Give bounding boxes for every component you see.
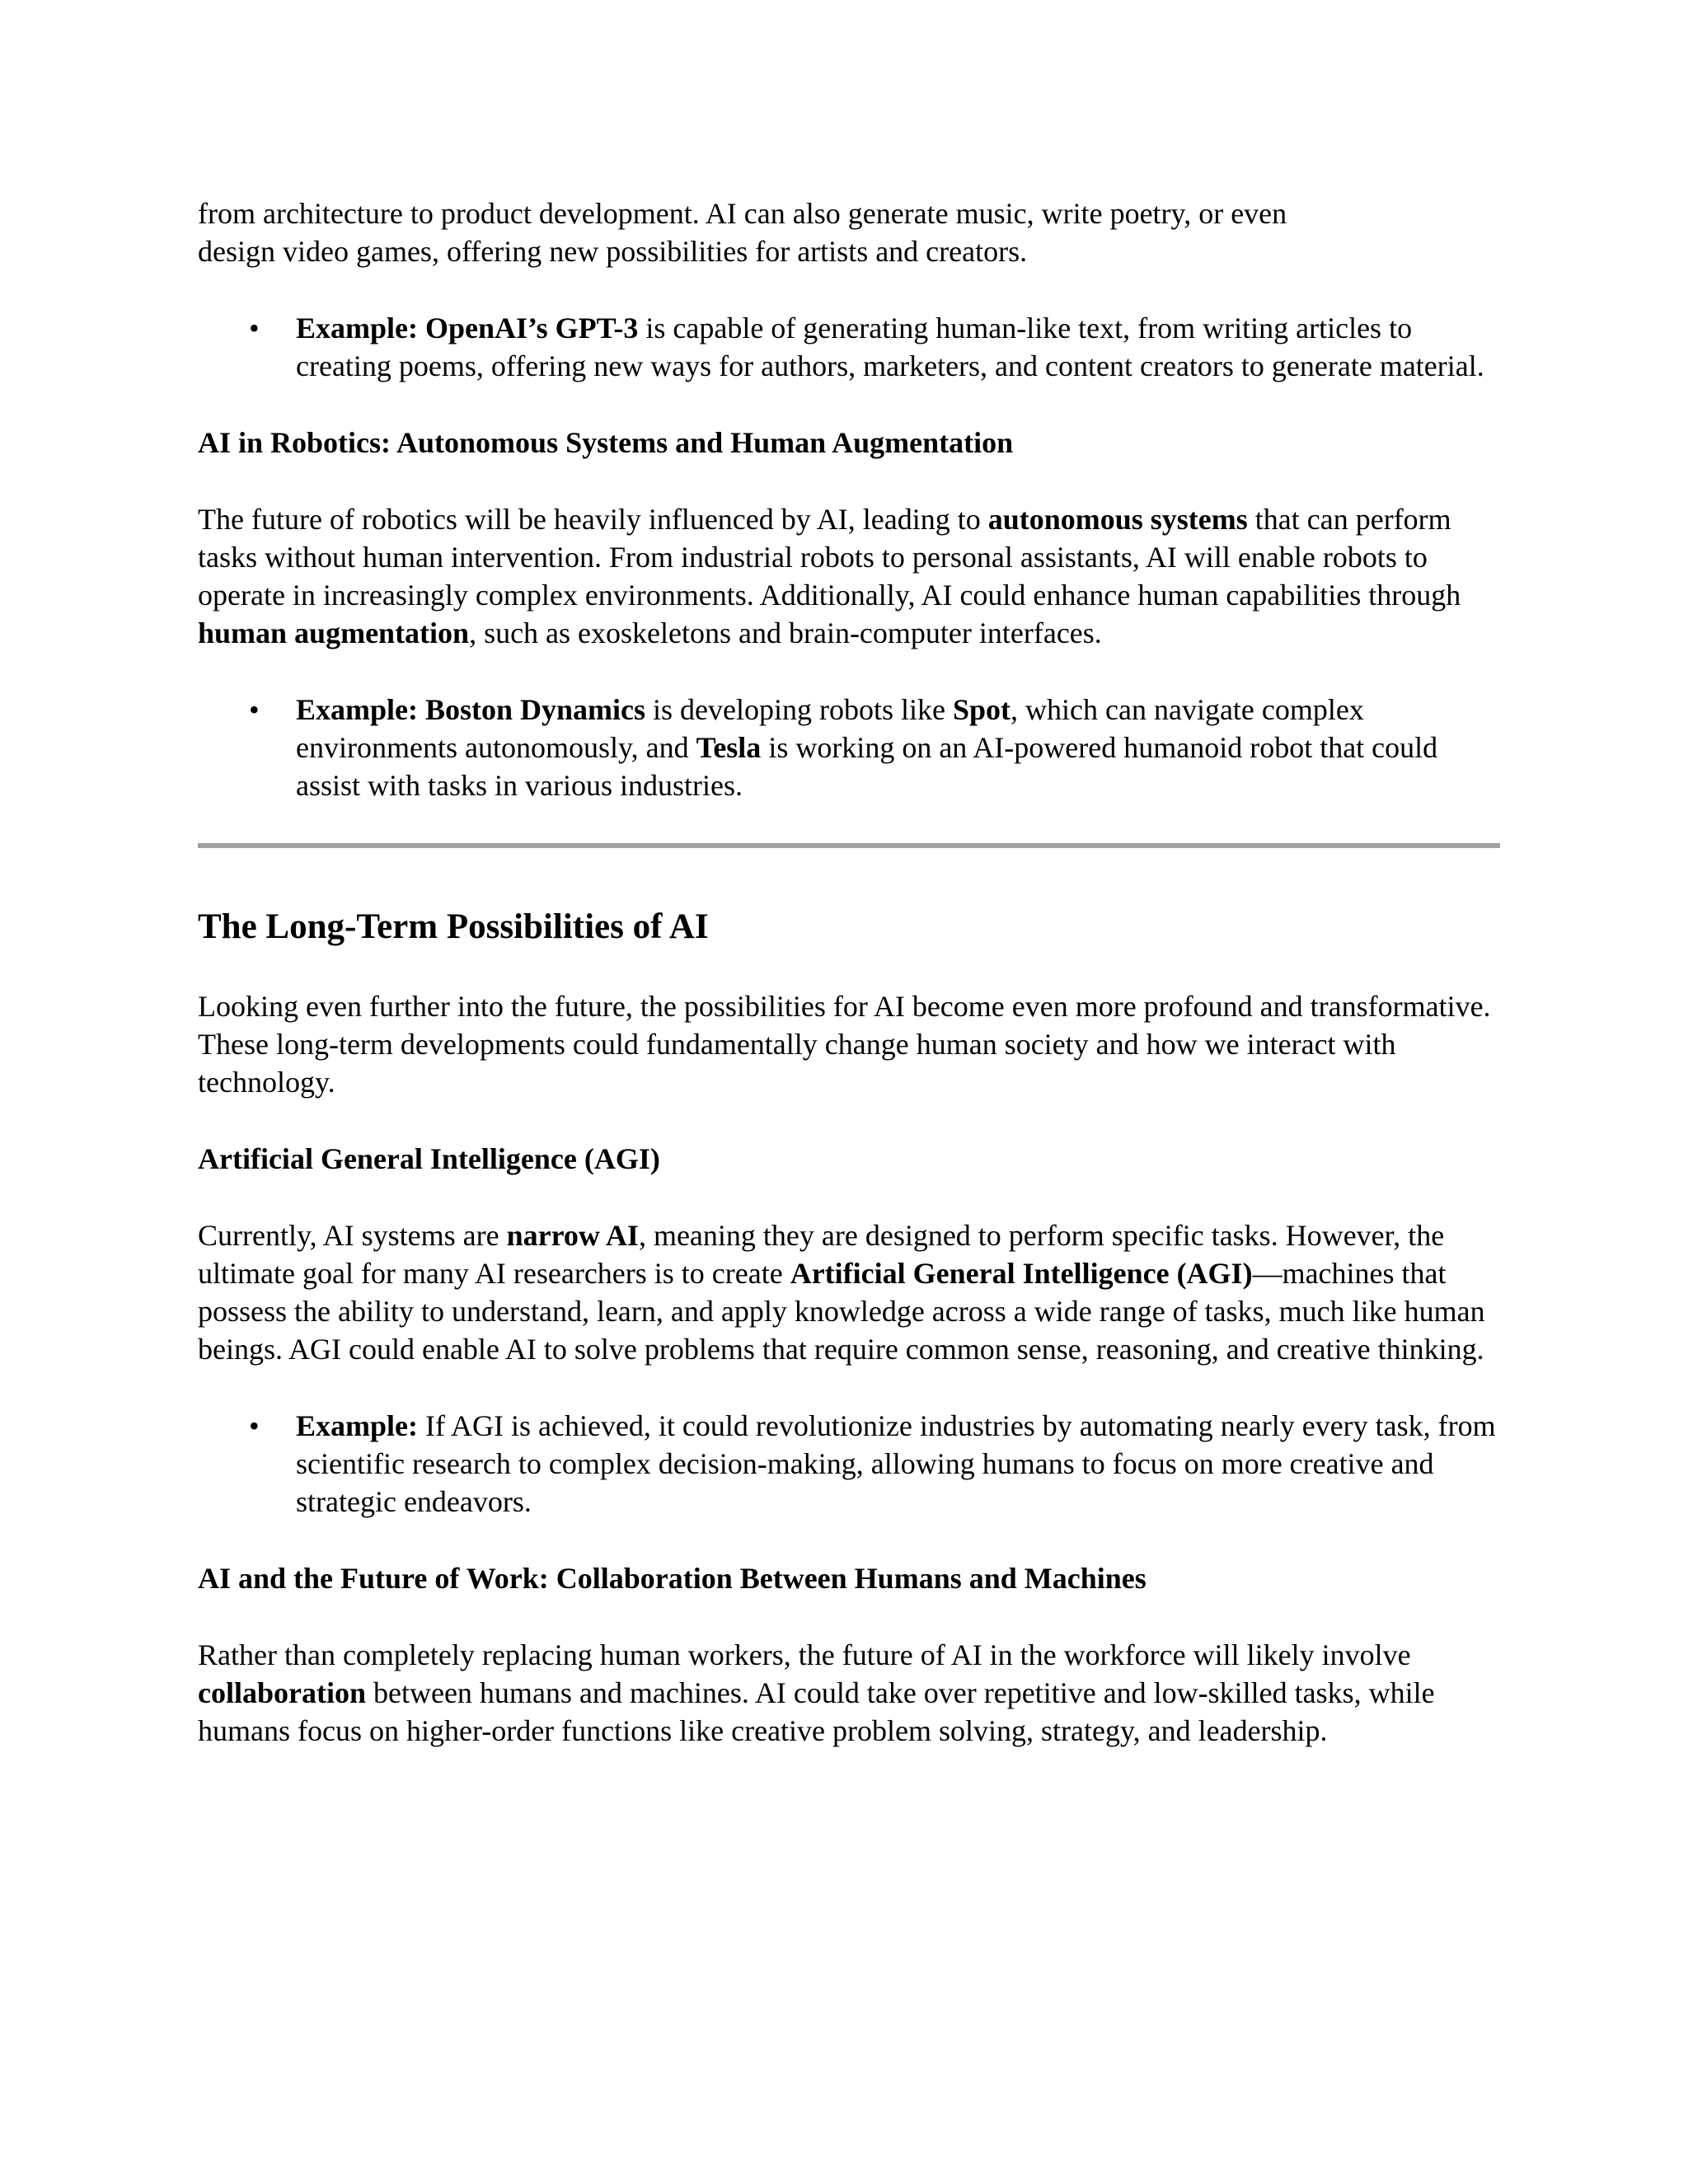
work-heading: AI and the Future of Work: Collaboration Between Humans and Machines <box>198 1562 1146 1595</box>
list-item <box>198 309 1500 385</box>
bold-term: narrow AI <box>506 1219 639 1252</box>
long-term-intro: Looking even further into the future, the possibilities for AI become even more profound and transformative. These long-term developments could fundamentally change human society and how we interact with technology. <box>198 990 1491 1099</box>
text-run: is developing robots like <box>645 693 953 726</box>
agi-heading: Artificial General Intelligence (AGI) <box>198 1142 660 1175</box>
text-run: , which can navigate complex environments autonomously, and <box>296 693 1364 764</box>
section-divider <box>198 843 1500 848</box>
list-item <box>198 1407 1500 1521</box>
intro-line-1: from architecture to product development. AI can also generate music, write poetry, or even <box>198 197 1287 230</box>
work-paragraph <box>198 1636 1500 1750</box>
text-run: between humans and machines. AI could take over repetitive and low-skilled tasks, while humans focus on higher-order functions like creative problem solving, strategy, and leadership. <box>198 1676 1435 1747</box>
example-label: Example: OpenAI’s GPT-3 <box>296 312 639 344</box>
text-run: , meaning they are designed to perform specific tasks. However, the ultimate goal for many AI researchers is to create <box>198 1219 1445 1290</box>
text-run: that can perform tasks without human intervention. From industrial robots to personal assistants, AI will enable robots to operate in increasingly complex environments. Additionally, AI could enhance human capabilities through <box>198 503 1461 612</box>
bullet-icon: • <box>249 1409 260 1442</box>
bold-term: human augmentation <box>198 616 470 649</box>
bold-term: collaboration <box>198 1676 366 1709</box>
text-run: Rather than completely replacing human workers, the future of AI in the workforce will likely involve <box>198 1638 1411 1671</box>
gpt3-example-list <box>198 309 1500 385</box>
text-run: The future of robotics will be heavily influenced by AI, leading to <box>198 503 988 536</box>
robotics-paragraph <box>198 500 1500 652</box>
bullet-icon: • <box>249 693 260 726</box>
robotics-heading: AI in Robotics: Autonomous Systems and Human Augmentation <box>198 426 1014 459</box>
section-title: The Long-Term Possibilities of AI <box>198 907 709 946</box>
bold-term: Artificial General Intelligence (AGI) <box>790 1257 1253 1290</box>
example-text: is capable of generating human-like text, from writing articles to creating poems, offering new ways for authors, marketers, and content creators to generate material. <box>296 312 1484 382</box>
list-item <box>198 691 1500 804</box>
example-text: If AGI is achieved, it could revolutionize industries by automating nearly every task, from scientific research to complex decision-making, allowing humans to focus on more creative and strategic endeavors. <box>296 1409 1496 1518</box>
example-label: Example: Boston Dynamics <box>296 693 646 726</box>
bold-term: autonomous systems <box>987 503 1248 536</box>
text-run: , such as exoskeletons and brain-computer interfaces. <box>469 616 1102 649</box>
bold-term: Spot <box>953 693 1011 726</box>
intro-paragraph <box>198 194 1500 270</box>
agi-example-list <box>198 1407 1500 1521</box>
text-run: Currently, AI systems are <box>198 1219 507 1252</box>
bold-term: Tesla <box>696 731 762 764</box>
intro-line-2: design video games, offering new possibilities for artists and creators. <box>198 235 1028 268</box>
agi-paragraph <box>198 1216 1500 1368</box>
robotics-example-list <box>198 691 1500 804</box>
text-run: is working on an AI-powered humanoid robot that could assist with tasks in various industries. <box>296 731 1438 802</box>
document-page <box>198 194 1500 1788</box>
bullet-icon: • <box>249 312 260 344</box>
example-label: Example: <box>296 1409 418 1442</box>
text-run: —machines that possess the ability to understand, learn, and apply knowledge across a wide range of tasks, much like human beings. AGI could enable AI to solve problems that require common sense, reasoning, and creative thinking. <box>198 1257 1485 1366</box>
